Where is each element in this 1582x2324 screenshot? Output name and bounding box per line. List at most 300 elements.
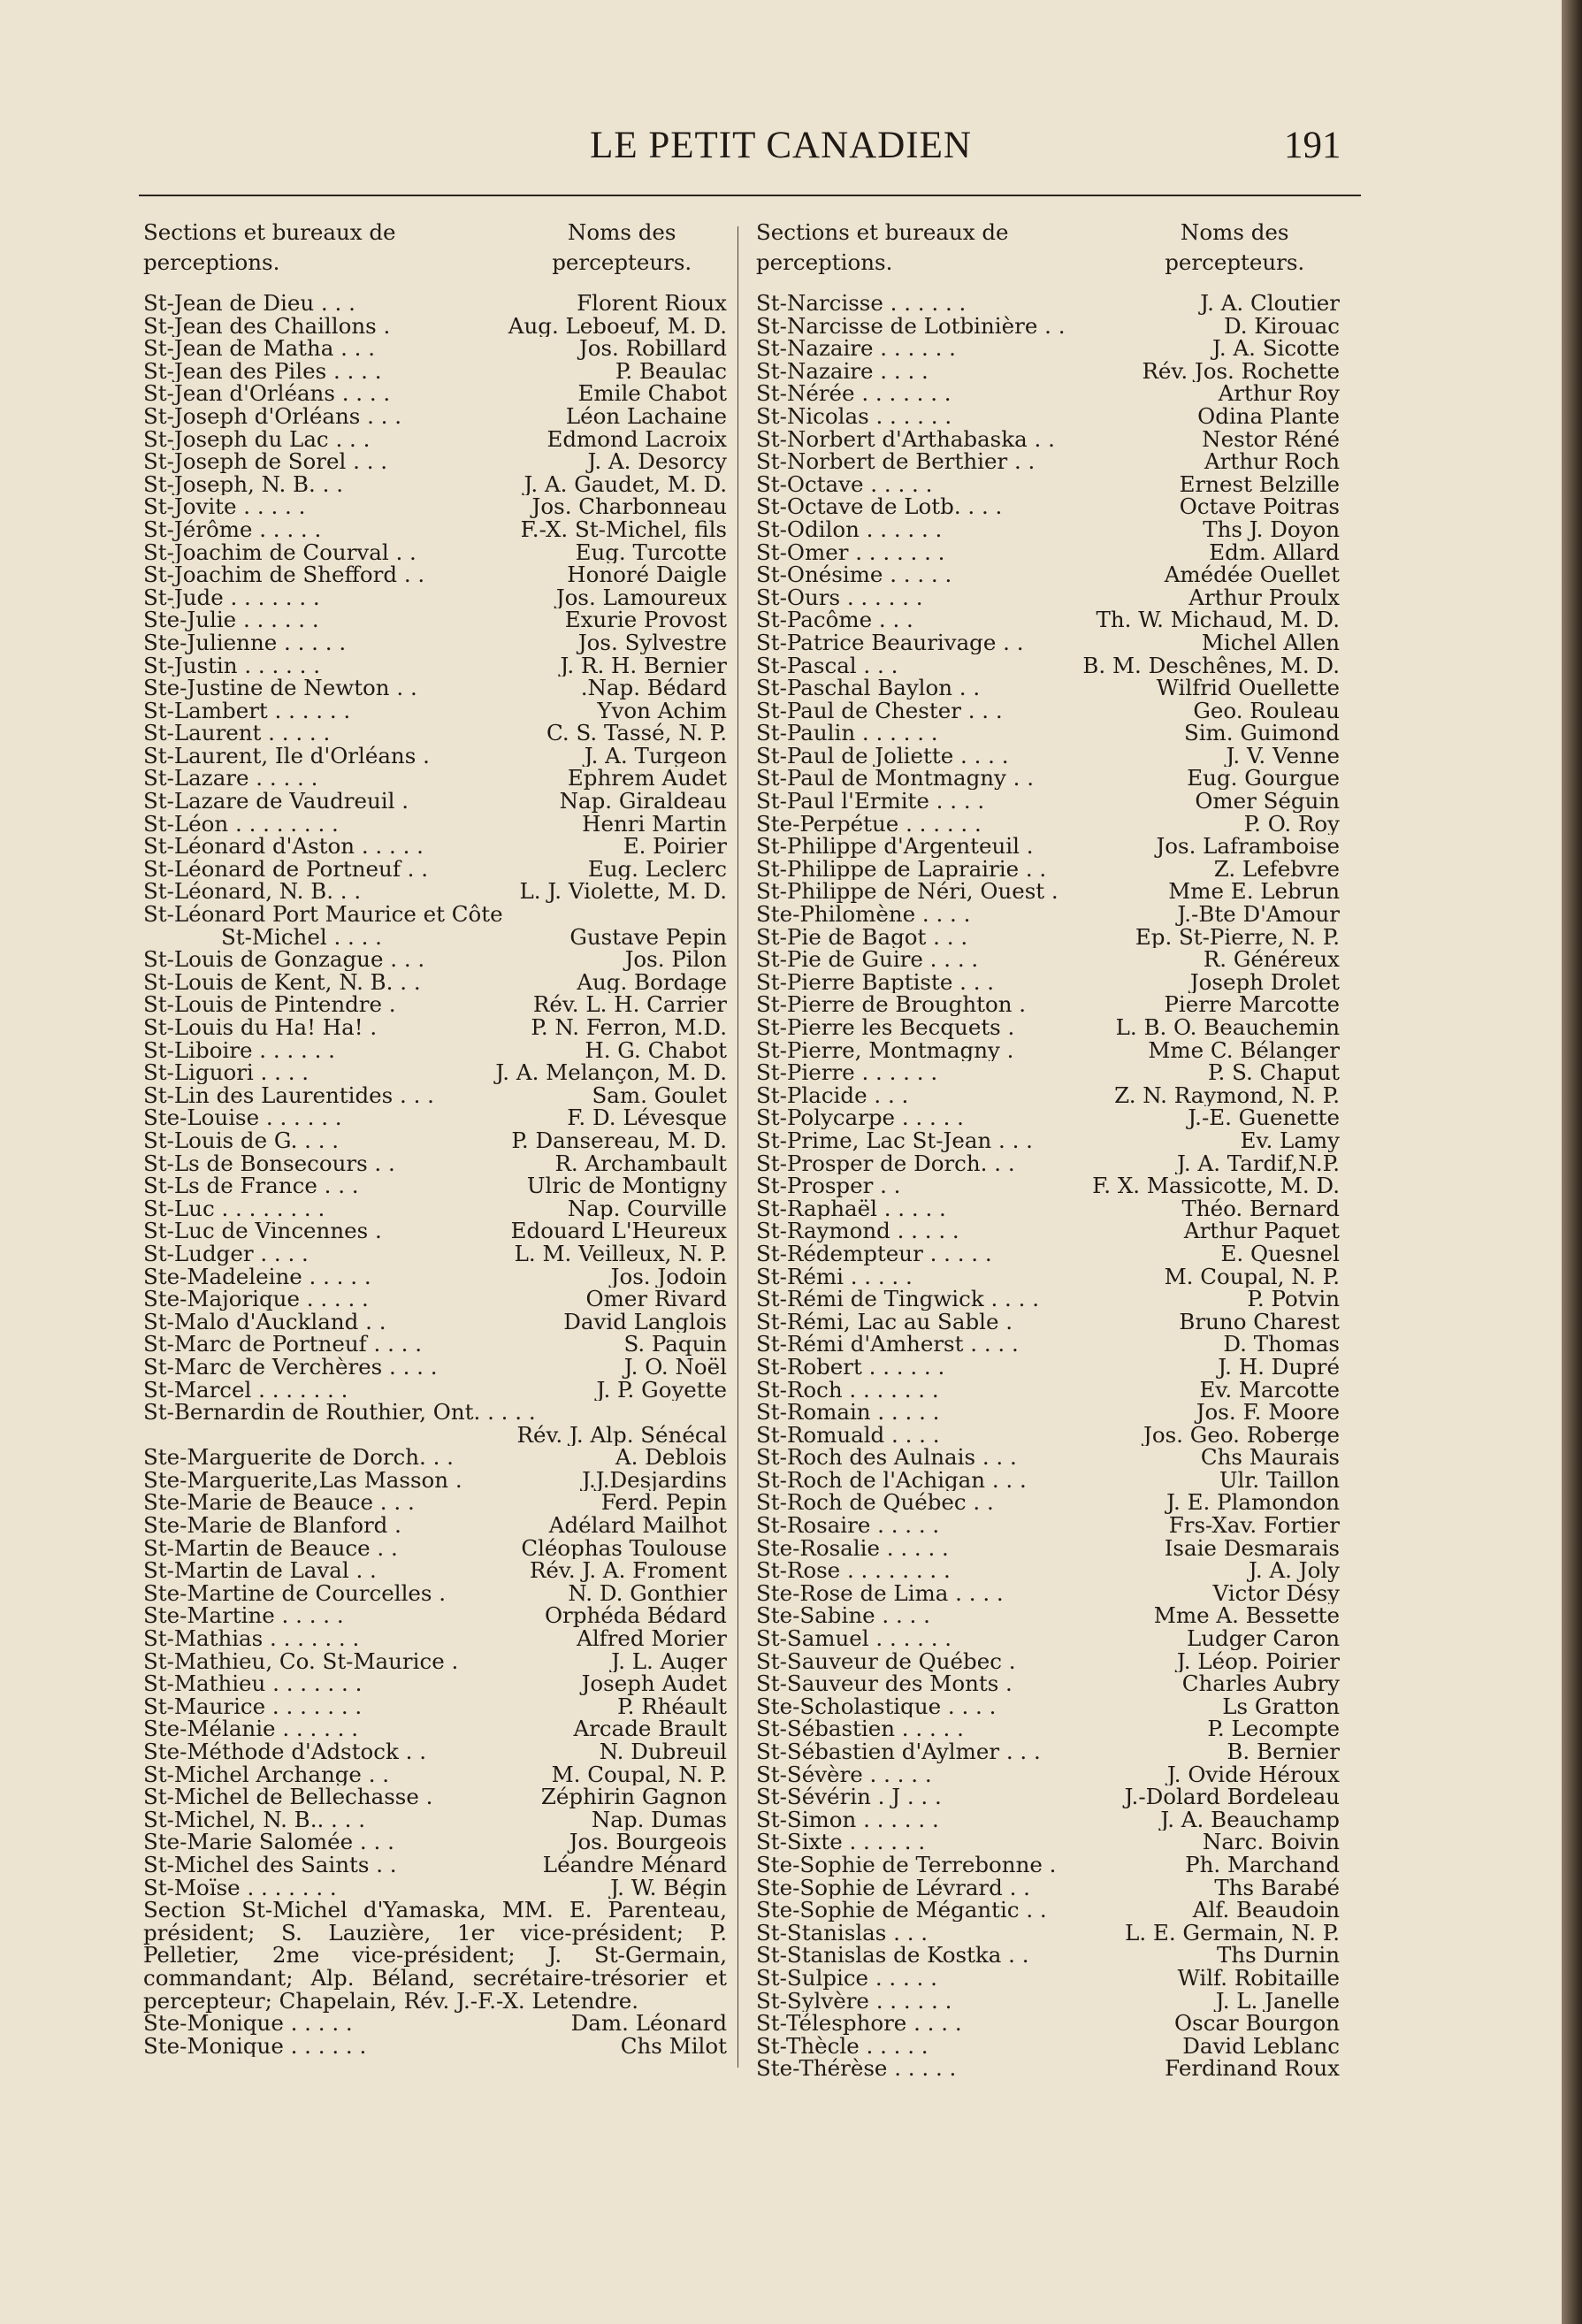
list-item xyxy=(756,1265,1340,1288)
collector-name: Ulric de Montigny xyxy=(526,1174,727,1197)
list-item xyxy=(143,337,727,360)
collector-name: Bruno Charest xyxy=(1179,1310,1340,1334)
collector-name: Isaie Desmarais xyxy=(1164,1536,1340,1560)
list-item xyxy=(756,315,1340,338)
collector-name: Jos. F. Moore xyxy=(1196,1401,1340,1424)
leader-space xyxy=(1019,1333,1224,1356)
section-name: St-Romuald . . . . xyxy=(756,1423,940,1447)
leader-space xyxy=(946,1197,1182,1220)
collector-name: Ths J. Doyon xyxy=(1203,517,1340,541)
leader-space xyxy=(536,1401,727,1424)
section-name: St-Placide . . . xyxy=(756,1083,909,1107)
section-name: Ste-Sophie de Mégantic . . xyxy=(756,1899,1047,1922)
collector-name: Sam. Goulet xyxy=(592,1083,727,1107)
list-item xyxy=(756,1288,1340,1311)
list-item xyxy=(143,813,727,836)
leader-space xyxy=(929,360,1143,383)
list-item xyxy=(756,1401,1340,1424)
list-item xyxy=(756,1152,1340,1175)
collector-name: Ferdinand Roux xyxy=(1165,2057,1340,2080)
list-item xyxy=(143,1356,727,1379)
collector-name: Jos. Bourgeois xyxy=(569,1831,727,1854)
section-name: Ste-Madeleine . . . . . xyxy=(143,1265,371,1288)
leader-space xyxy=(923,586,1189,609)
section-name: St-Sébastien d'Aylmer . . . xyxy=(756,1740,1041,1763)
leader-space xyxy=(898,654,1082,677)
section-name: St-Octave . . . . . xyxy=(756,472,933,496)
section-name: St-Ours . . . . . . xyxy=(756,585,923,609)
leader-space xyxy=(1017,1446,1201,1469)
collector-name: L. J. Violette, M. D. xyxy=(519,880,727,904)
list-item xyxy=(756,1967,1340,1990)
list-item xyxy=(756,1446,1340,1469)
leader-space xyxy=(1014,1016,1115,1039)
collector-name: N. D. Gonthier xyxy=(568,1581,727,1605)
leader-space xyxy=(959,1219,1184,1242)
section-name: Ste-Philomène . . . . xyxy=(756,903,971,926)
leader-space xyxy=(370,428,546,451)
collector-name: R. Archambault xyxy=(554,1151,727,1175)
leader-space xyxy=(925,1831,1203,1854)
collector-name: Mme A. Bessette xyxy=(1153,1604,1340,1628)
list-item xyxy=(756,1854,1340,1877)
list-item xyxy=(756,790,1340,813)
header-rule xyxy=(139,195,1361,196)
leader-space xyxy=(913,1265,1165,1288)
list-item xyxy=(143,1129,727,1152)
collector-name: J. H. Dupré xyxy=(1218,1355,1340,1379)
section-name: St-Jovite . . . . . xyxy=(143,495,306,518)
leader-space xyxy=(949,1537,1165,1560)
section-name: St-Paul de Montmagny . . xyxy=(756,767,1035,791)
list-item xyxy=(143,1311,727,1334)
section-name: St-Rosaire . . . . . xyxy=(756,1514,940,1537)
collector-name: J. A. Gaudet, M. D. xyxy=(524,472,727,496)
list-item xyxy=(143,880,727,903)
collector-name: Jos. Jodoin xyxy=(610,1265,727,1288)
list-item xyxy=(143,563,727,586)
collector-name: Nestor Réné xyxy=(1202,427,1340,451)
section-name: St-Bernardin de Routhier, Ont. . . . . xyxy=(143,1401,536,1424)
section-name: St-Rédempteur . . . . . xyxy=(756,1242,992,1265)
collector-name: J.-Bte D'Amour xyxy=(1177,903,1340,926)
list-item xyxy=(143,1061,727,1084)
section-name: Ste-Mélanie . . . . . . xyxy=(143,1717,359,1740)
list-item xyxy=(756,1514,1340,1537)
right-header-names: Noms des percepteurs. xyxy=(1165,219,1305,275)
collector-name: Rév. L. H. Carrier xyxy=(532,993,727,1016)
list-item xyxy=(756,428,1340,451)
section-name: St-Ls de France . . . xyxy=(143,1174,359,1197)
collector-name: Jos. Pilon xyxy=(624,948,727,971)
collector-name: Wilf. Robitaille xyxy=(1177,1966,1340,1990)
leader-space xyxy=(386,1311,564,1334)
leader-space xyxy=(350,699,597,722)
leader-space xyxy=(951,405,1197,428)
section-name: St-Paul l'Ermite . . . . xyxy=(756,790,985,813)
leader-space xyxy=(1026,993,1164,1016)
section-name: Ste-Marguerite de Dorch. . . xyxy=(143,1446,454,1469)
collector-name: D. Thomas xyxy=(1223,1333,1340,1356)
list-item xyxy=(143,473,727,496)
leader-space xyxy=(964,1106,1188,1129)
page-edge-shadow xyxy=(1562,0,1582,2324)
list-item xyxy=(143,1379,727,1402)
collector-name: J. A. Turgeon xyxy=(584,744,727,768)
section-name: St-Octave de Lotb. . . . xyxy=(756,495,1003,518)
list-item xyxy=(143,993,727,1016)
collector-name: Léandre Ménard xyxy=(542,1853,727,1877)
list-item xyxy=(756,586,1340,609)
left-header-places: Sections et bureaux de perceptions. xyxy=(143,219,396,275)
leader-space xyxy=(1034,767,1187,790)
collector-name: S. Paquin xyxy=(623,1333,727,1356)
leader-space xyxy=(458,1650,611,1673)
list-item xyxy=(143,926,727,949)
collector-name: Victor Désy xyxy=(1212,1581,1340,1605)
collector-name: J. A. Desorcy xyxy=(587,450,727,473)
leader-space xyxy=(390,315,508,338)
section-name: St-Maurice . . . . . . . xyxy=(143,1694,363,1718)
collector-name: P. Dansereau, M. D. xyxy=(511,1128,727,1152)
collector-name: Ep. St-Pierre, N. P. xyxy=(1135,925,1340,949)
section-name: St-Sébastien . . . . . xyxy=(756,1717,964,1740)
collector-name: Ev. Lamy xyxy=(1240,1128,1340,1152)
leader-space xyxy=(929,2035,1183,2058)
collector-name: Zéphirin Gagnon xyxy=(540,1785,727,1808)
leader-space xyxy=(930,1604,1154,1627)
section-name: St-Ludger . . . . xyxy=(143,1242,309,1265)
section-name: St-Paul de Joliette . . . . xyxy=(756,744,1009,768)
section-name: St-Romain . . . . . xyxy=(756,1401,940,1424)
leader-space xyxy=(951,1559,1249,1582)
section-name: Ste-Monique . . . . . . xyxy=(143,2034,367,2058)
list-item xyxy=(143,1333,727,1356)
collector-name: Ls Gratton xyxy=(1222,1694,1340,1718)
section-name: Ste-Justine de Newton . . xyxy=(143,677,417,699)
leader-space xyxy=(371,1265,611,1288)
section-name: St-Louis de Gonzague . . . xyxy=(143,948,425,971)
collector-name: Alfred Morier xyxy=(577,1627,727,1650)
collector-name: Edmond Lacroix xyxy=(546,427,727,451)
list-item xyxy=(756,360,1340,383)
leader-space xyxy=(359,1627,577,1650)
collector-name: Edm. Allard xyxy=(1209,540,1340,564)
collector-name: Eug. Turcotte xyxy=(575,540,727,564)
collector-name: Eug. Leclerc xyxy=(587,857,727,881)
list-item xyxy=(756,382,1340,405)
collector-name: J. A. Beauchamp xyxy=(1160,1808,1340,1831)
collector-name: J. E. Plamondon xyxy=(1166,1491,1340,1515)
collector-name: Ulr. Taillon xyxy=(1219,1468,1340,1492)
list-item xyxy=(143,1288,727,1311)
section-name: St-Simon . . . . . . xyxy=(756,1808,939,1831)
list-item xyxy=(143,1174,727,1197)
collector-name: Joseph Audet xyxy=(581,1672,727,1695)
collector-name: Nap. Courville xyxy=(567,1196,727,1220)
collector-name: J. A. Sicotte xyxy=(1211,337,1340,360)
collector-name: J. V. Venne xyxy=(1226,744,1340,768)
leader-space xyxy=(992,1242,1221,1265)
section-name: St-Mathieu . . . . . . . xyxy=(143,1672,363,1695)
collector-name: David Leblanc xyxy=(1182,2034,1340,2058)
list-item xyxy=(756,2035,1340,2058)
leader-space xyxy=(1002,495,1179,518)
section-name: St-Louis de Pintendre . xyxy=(143,993,396,1016)
list-item xyxy=(143,1854,727,1877)
section-name: St-Jérôme . . . . . xyxy=(143,517,322,541)
list-item xyxy=(756,1242,1340,1265)
list-item xyxy=(143,1604,727,1627)
list-item xyxy=(143,360,727,383)
list-item xyxy=(756,1424,1340,1447)
collector-name: Omer Rivard xyxy=(585,1288,727,1311)
collector-name: Charles Aubry xyxy=(1181,1672,1340,1695)
collector-name: H. G. Chabot xyxy=(585,1038,727,1062)
leader-space xyxy=(362,1672,581,1695)
section-name: Ste-Méthode d'Adstock . . xyxy=(143,1740,427,1763)
leader-space xyxy=(401,1514,549,1537)
collector-name: Florent Rioux xyxy=(577,292,727,315)
collector-name: Léon Lachaine xyxy=(565,404,727,428)
leader-space xyxy=(377,1016,531,1039)
section-name: St-Marcel . . . . . . . xyxy=(143,1378,348,1402)
collector-name: Geo. Rouleau xyxy=(1193,699,1340,722)
section-name: Ste-Julienne . . . . . xyxy=(143,631,347,654)
list-item xyxy=(756,1763,1340,1786)
leader-space xyxy=(355,292,577,315)
collector-name: J. L. Janelle xyxy=(1215,1989,1340,2013)
leader-space xyxy=(913,608,1097,631)
section-name: St-Roch des Aulnais . . . xyxy=(756,1446,1017,1469)
list-item xyxy=(143,2012,727,2035)
section-name: St-Prosper de Dorch. . . xyxy=(756,1151,1015,1175)
collector-name: Chs Milot xyxy=(620,2034,727,2058)
section-note-paragraph: Section St-Michel d'Yamaska, MM. E. Parenteau, président; S. Lauzière, 1er vice-président; P. Pelletier, 2me vice-président; J. St-Germain, commandant; Alp. Béland, secrétaire-trésorier et percepteur; Chapelain, Rév. J.-F.-X. Letendre. xyxy=(143,1897,727,2014)
left-header-names: Noms des percepteurs. xyxy=(552,219,692,275)
collector-name: Ths Durnin xyxy=(1216,1944,1340,1967)
list-item xyxy=(756,563,1340,586)
leader-space xyxy=(1065,315,1223,338)
collector-name: P. N. Ferron, M.D. xyxy=(531,1016,727,1039)
collector-name: Jos. Lamoureux xyxy=(555,585,727,609)
section-name: St-Thècle . . . . . xyxy=(756,2034,929,2058)
section-name: St-Omer . . . . . . . xyxy=(756,540,945,564)
list-item xyxy=(143,1446,727,1469)
section-name: St-Pierre, Montmagny . xyxy=(756,1038,1014,1062)
list-item xyxy=(756,337,1340,360)
section-name: St-Justin . . . . . . xyxy=(143,654,320,677)
section-name: St-Pierre de Broughton . xyxy=(756,993,1027,1016)
section-name: St-Pierre . . . . . . xyxy=(756,1061,938,1084)
leader-space xyxy=(1013,1672,1182,1695)
list-item xyxy=(143,518,727,541)
leader-space xyxy=(462,1469,582,1492)
list-item xyxy=(143,586,727,609)
list-item xyxy=(143,631,727,654)
section-name: St-Robert . . . . . . xyxy=(756,1355,945,1379)
leader-space xyxy=(305,495,531,518)
list-item xyxy=(143,1016,727,1039)
collector-name: J.J.Desjardins xyxy=(582,1468,727,1492)
list-item xyxy=(143,1537,727,1560)
list-item xyxy=(143,382,727,405)
section-name: St-Liboire . . . . . . xyxy=(143,1038,335,1062)
right-entry-list xyxy=(756,292,1340,2080)
leader-space xyxy=(951,382,1219,405)
collector-name: M. Coupal, N. P. xyxy=(1164,1265,1340,1288)
section-name: St-Marc de Verchères . . . . xyxy=(143,1355,438,1379)
list-item xyxy=(143,835,727,858)
list-item xyxy=(756,948,1340,971)
leader-space xyxy=(928,1922,1125,1945)
list-item xyxy=(143,1219,727,1242)
list-item xyxy=(143,745,727,768)
collector-name: Jos. Sylvestre xyxy=(577,631,727,654)
collector-name: Th. W. Michaud, M. D. xyxy=(1096,608,1340,631)
collector-name: Arthur Proulx xyxy=(1188,585,1340,609)
collector-name: Ph. Marchand xyxy=(1185,1853,1340,1877)
collector-name: Théo. Bernard xyxy=(1181,1196,1340,1220)
leader-space xyxy=(317,767,568,790)
leader-space xyxy=(503,903,727,926)
leader-space xyxy=(939,1808,1161,1831)
section-name: St-Paulin . . . . . . xyxy=(756,722,938,745)
collector-name: Oscar Bourgon xyxy=(1174,2012,1340,2035)
leader-space xyxy=(1027,1469,1219,1492)
list-item xyxy=(756,1717,1340,1740)
list-item xyxy=(756,1356,1340,1379)
list-item xyxy=(756,1877,1340,1900)
list-item xyxy=(143,767,727,790)
collector-name: Aug. Bordage xyxy=(577,970,727,994)
section-name: St-Paschal Baylon . . xyxy=(756,677,981,699)
leader-space xyxy=(942,1785,1125,1808)
section-name: St-Lambert . . . . . . xyxy=(143,699,351,722)
leader-space xyxy=(365,1808,592,1831)
section-name: St-Nicolas . . . . . . xyxy=(756,404,952,428)
leader-space xyxy=(348,1379,596,1402)
list-item xyxy=(756,677,1340,699)
section-name: St-Pierre Baptiste . . . xyxy=(756,970,995,994)
collector-name: J. Léop. Poirier xyxy=(1176,1649,1340,1673)
section-name: St-Sauveur des Monts . xyxy=(756,1672,1013,1695)
collector-name: Omer Séguin xyxy=(1195,790,1340,813)
list-item xyxy=(143,1785,727,1808)
leader-space xyxy=(982,813,1244,836)
collector-name: Jos. Charbonneau xyxy=(531,495,727,518)
section-name: St-Mathieu, Co. St-Maurice . xyxy=(143,1649,459,1673)
section-name: St-Rose . . . . . . . . xyxy=(756,1559,951,1582)
collector-name: Alf. Beaudoin xyxy=(1192,1899,1340,1922)
leader-space xyxy=(337,1877,611,1900)
leader-space xyxy=(387,450,587,473)
section-name: St-Narcisse . . . . . . xyxy=(756,292,967,315)
collector-name: R. Généreux xyxy=(1203,948,1340,971)
leader-space xyxy=(932,473,1179,496)
list-item xyxy=(756,1604,1340,1627)
section-name: Ste-Marie de Beauce . . . xyxy=(143,1491,415,1515)
collector-name: Pierre Marcotte xyxy=(1164,993,1340,1016)
list-item xyxy=(143,608,727,631)
collector-name: Edouard L'Heureux xyxy=(510,1219,727,1242)
collector-name: J. R. H. Bernier xyxy=(560,654,727,677)
leader-space xyxy=(1009,745,1227,768)
leader-space xyxy=(421,971,577,994)
list-item xyxy=(143,1650,727,1673)
section-name: St-Raphaël . . . . . xyxy=(756,1196,946,1220)
leader-space xyxy=(964,1717,1207,1740)
leader-space xyxy=(390,382,577,405)
list-item xyxy=(143,428,727,451)
list-item xyxy=(756,1922,1340,1945)
list-item xyxy=(756,903,1340,926)
leader-space xyxy=(1046,858,1214,881)
section-name: St-Joseph d'Orléans . . . xyxy=(143,404,402,428)
list-item xyxy=(756,473,1340,496)
list-item xyxy=(143,1106,727,1129)
section-name: Ste-Sophie de Terrebonne . xyxy=(756,1853,1057,1877)
left-tail-list xyxy=(143,2012,727,2057)
collector-name: Orphéda Bédard xyxy=(544,1604,727,1628)
leader-space xyxy=(432,1785,540,1808)
leader-space xyxy=(1035,450,1204,473)
collector-name: Jos. Laframboise xyxy=(1156,835,1340,858)
collector-name: Odina Plante xyxy=(1197,404,1340,428)
section-name: St-Rémi, Lac au Sable . xyxy=(756,1310,1013,1334)
leader-space xyxy=(401,405,566,428)
section-name: St-Roch . . . . . . . xyxy=(756,1378,939,1402)
list-item xyxy=(756,1899,1340,1922)
section-name: St-Luc . . . . . . . . xyxy=(143,1196,325,1220)
section-name: St-Laurent . . . . . xyxy=(143,722,331,745)
list-item xyxy=(756,1197,1340,1220)
collector-name: J. W. Bégin xyxy=(610,1876,727,1900)
list-item xyxy=(143,450,727,473)
section-name: St-Roch de Québec . . xyxy=(756,1491,994,1515)
collector-name: Ernest Belzille xyxy=(1179,472,1340,496)
list-item xyxy=(756,1785,1340,1808)
leader-space xyxy=(424,948,624,971)
section-name: St-Philippe de Laprairie . . xyxy=(756,857,1047,881)
leader-space xyxy=(956,2057,1165,2080)
section-name: St-Michel Archange . . xyxy=(143,1762,390,1786)
page-number: 191 xyxy=(1284,125,1341,166)
section-name: St-Marc de Portneuf . . . . xyxy=(143,1333,423,1356)
collector-name: Z. Lefebvre xyxy=(1213,857,1340,881)
section-name: St-Jean des Piles . . . . xyxy=(143,359,382,383)
right-header-places: Sections et bureaux de perceptions. xyxy=(756,219,1009,275)
collector-name: Sim. Guimond xyxy=(1183,722,1340,745)
collector-name: Rév. Jos. Rochette xyxy=(1142,359,1340,383)
collector-name: J.-E. Guenette xyxy=(1188,1106,1340,1129)
leader-space xyxy=(417,541,576,564)
collector-name: Arthur Paquet xyxy=(1183,1219,1340,1242)
list-item xyxy=(143,971,727,994)
list-item xyxy=(756,993,1340,1016)
leader-space xyxy=(938,722,1184,745)
section-name: St-Louis de Kent, N. B. . . xyxy=(143,970,421,994)
list-item xyxy=(756,971,1340,994)
list-item xyxy=(756,518,1340,541)
list-item xyxy=(756,450,1340,473)
leader-space xyxy=(335,1039,585,1062)
leader-space xyxy=(398,1537,522,1560)
section-name: St-Nazaire . . . . xyxy=(756,359,929,383)
leader-space xyxy=(900,1174,1092,1197)
section-name: Ste-Marguerite,Las Masson . xyxy=(143,1468,462,1492)
section-name: St-Michel de Bellechasse . xyxy=(143,1785,433,1808)
